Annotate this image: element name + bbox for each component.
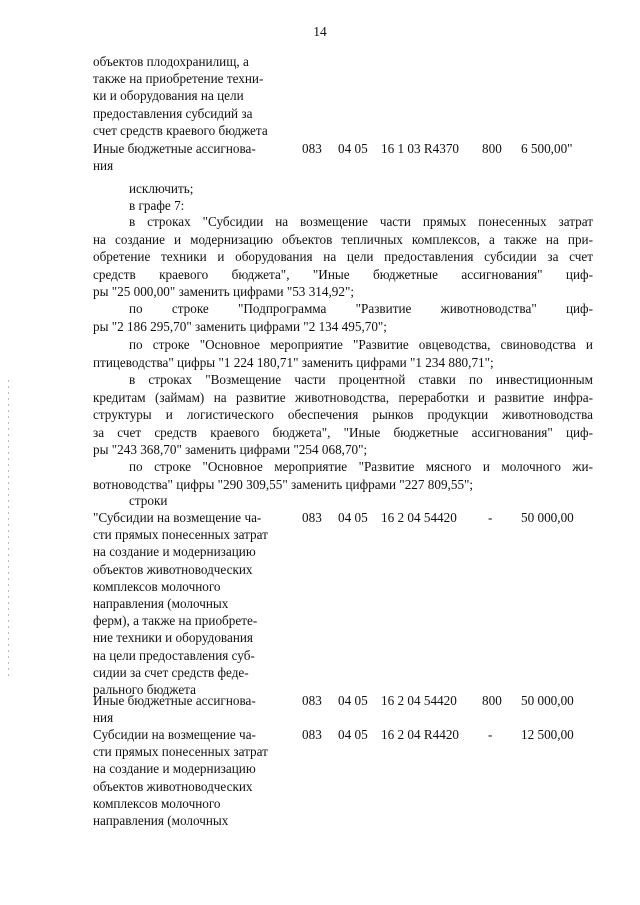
paragraph-exclude: исключить; bbox=[129, 181, 194, 196]
csr-code: 16 1 03 R4370 bbox=[381, 141, 460, 156]
sum-value: 50 000,00 bbox=[521, 693, 574, 708]
text-line: ки и оборудования на цели bbox=[93, 88, 244, 104]
text-line: сти прямых понесенных затрат bbox=[93, 744, 268, 760]
paragraph-greenhouse bbox=[93, 213, 593, 301]
text-line: сидии за счет средств феде- bbox=[93, 664, 249, 680]
text-line: на цели предоставления суб- bbox=[93, 647, 255, 663]
sum-value: 6 500,00" bbox=[521, 141, 573, 156]
text-line: Иные бюджетные ассигнова- bbox=[93, 693, 256, 708]
row-name bbox=[93, 692, 298, 726]
text-line: по строке "Основное мероприятие "Развитие мясного и молочного жи- bbox=[129, 459, 593, 474]
text-line: Иные бюджетные ассигнова- bbox=[93, 141, 256, 156]
text-line: в строках "Субсидии на возмещение части прямых понесенных затрат bbox=[129, 214, 593, 229]
vr-code: - bbox=[488, 727, 493, 742]
text-line: за счет средств краевого бюджета", "Иные бюджетные ассигнования" циф- bbox=[93, 424, 593, 440]
text-line: счет средств краевого бюджета bbox=[93, 122, 268, 138]
text-line: ферм), а также на приобрете- bbox=[93, 613, 258, 629]
text-line: на создание и модернизацию объектов тепличных комплексов, а также на при- bbox=[93, 231, 593, 247]
text-line: кредитам (займам) на развитие животноводства, переработки и развитие инфра- bbox=[93, 389, 593, 405]
admin-code: 083 bbox=[302, 693, 322, 708]
sum-value: 50 000,00 bbox=[521, 510, 574, 525]
text-line: "Субсидии на возмещение ча- bbox=[93, 510, 262, 525]
admin-code: 083 bbox=[302, 141, 322, 156]
text-line: объектов плодохранилищ, а bbox=[93, 54, 249, 69]
text-line: по строке "Основное мероприятие "Развитие овцеводства, свиноводства и bbox=[129, 337, 593, 352]
section-code: 04 05 bbox=[338, 693, 368, 708]
admin-code: 083 bbox=[302, 510, 322, 525]
text-line: рального бюджета bbox=[93, 682, 196, 698]
paragraph-column7: в графе 7: bbox=[129, 198, 185, 213]
text-line: объектов животноводческих bbox=[93, 561, 253, 577]
text-line: ния bbox=[93, 710, 114, 726]
text-line: предоставления субсидий за bbox=[93, 105, 253, 121]
text-line: обретение техники и оборудования на цели предоставления субсидии за счет bbox=[93, 249, 593, 264]
text-line: на создание и модернизацию bbox=[93, 544, 256, 560]
text-line: направления (молочных bbox=[93, 813, 229, 829]
text-line: ние техники и оборудования bbox=[93, 630, 254, 646]
text-line: ры "2 186 295,70" заменить цифрами "2 134 495,70"; bbox=[93, 318, 387, 334]
text-line: в строках "Возмещение части процентной ставки по инвестиционным bbox=[129, 372, 593, 387]
paragraph-rows-label: строки bbox=[129, 493, 168, 508]
text-line: комплексов молочного bbox=[93, 795, 221, 811]
paragraph-livestock-subprogram bbox=[93, 300, 593, 335]
text-line: Субсидии на возмещение ча- bbox=[93, 727, 256, 742]
row-name bbox=[93, 140, 298, 174]
vr-code: - bbox=[488, 510, 493, 525]
text-line: структуры и логистического обеспечения рынков продукции животноводства bbox=[93, 407, 593, 422]
text-line: ры "243 368,70" заменить цифрами "254 068,70"; bbox=[93, 442, 368, 457]
paragraph-sheep-pig-poultry bbox=[93, 336, 593, 371]
row-name bbox=[93, 509, 298, 698]
top-block-name-text bbox=[93, 53, 298, 139]
vr-code: 800 bbox=[482, 693, 502, 708]
section-code: 04 05 bbox=[338, 727, 368, 742]
vr-code: 800 bbox=[482, 141, 502, 156]
paragraph-meat-dairy bbox=[93, 458, 593, 493]
text-line: птицеводства" цифры "1 224 180,71" заменить цифрами "1 234 880,71"; bbox=[93, 354, 494, 370]
text-line: направления (молочных bbox=[93, 596, 229, 612]
text-line: объектов животноводческих bbox=[93, 778, 253, 794]
csr-code: 16 2 04 R4420 bbox=[381, 727, 460, 742]
text-line: сти прямых понесенных затрат bbox=[93, 527, 268, 543]
text-line: вотноводства" цифры "290 309,55" заменить цифрами "227 809,55"; bbox=[93, 476, 474, 492]
text-line: также на приобретение техни- bbox=[93, 71, 264, 87]
text-line: средств краевого бюджета", "Иные бюджетные ассигнования" циф- bbox=[93, 266, 593, 282]
text-line: по строке "Подпрограмма "Развитие животноводства" циф- bbox=[129, 301, 593, 316]
text-line: ния bbox=[93, 158, 114, 174]
text-line: на создание и модернизацию bbox=[93, 761, 256, 777]
page-number: 14 bbox=[313, 24, 327, 39]
csr-code: 16 2 04 54420 bbox=[381, 693, 457, 708]
text-line: комплексов молочного bbox=[93, 578, 221, 594]
left-margin-scan-marks bbox=[8, 380, 9, 680]
csr-code: 16 2 04 54420 bbox=[381, 510, 457, 525]
section-code: 04 05 bbox=[338, 510, 368, 525]
section-code: 04 05 bbox=[338, 141, 368, 156]
sum-value: 12 500,00 bbox=[521, 727, 574, 742]
admin-code: 083 bbox=[302, 727, 322, 742]
text-line: ры "25 000,00" заменить цифрами "53 314,92"; bbox=[93, 284, 355, 299]
paragraph-interest-rate bbox=[93, 371, 593, 459]
row-name bbox=[93, 726, 298, 829]
